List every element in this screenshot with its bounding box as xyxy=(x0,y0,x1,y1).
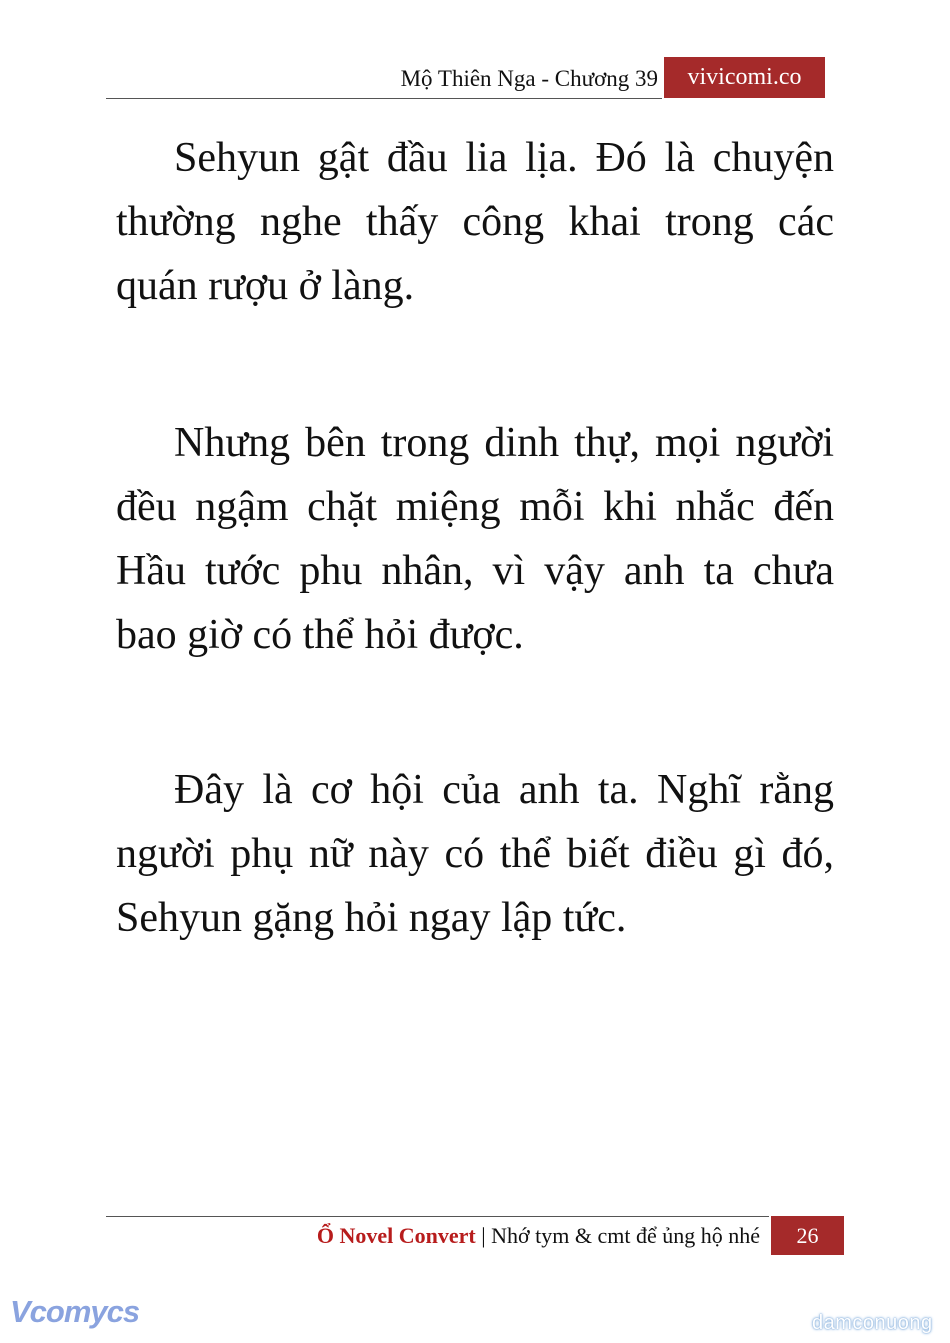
site-badge: vivicomi.co xyxy=(664,57,825,98)
footer-credit xyxy=(170,1220,760,1252)
footer-separator: | xyxy=(481,1223,486,1248)
footer-note: Nhớ tym & cmt để ủng hộ nhé xyxy=(491,1223,760,1248)
paragraph-1: Sehyun gật đầu lia lịa. Đó là chuyện thường nghe thấy công khai trong các quán rượu ở làng. xyxy=(116,135,834,309)
paragraph-2: Nhưng bên trong dinh thự, mọi người đều ngậm chặt miệng mỗi khi nhắc đến Hầu tước phu nhân, vì vậy anh ta chưa bao giờ có thể hỏi được. xyxy=(116,420,834,658)
chapter-title: Mộ Thiên Nga - Chương 39 xyxy=(400,66,658,91)
paragraph-3: Đây là cơ hội của anh ta. Nghĩ rằng người phụ nữ này có thể biết điều gì đó, Sehyun gặng hỏi ngay lập tức. xyxy=(116,767,834,941)
footer-divider xyxy=(106,1216,769,1217)
watermark-logo-left: Vcomycs xyxy=(10,1294,140,1329)
watermark-logo-right: damconuong xyxy=(812,1312,933,1334)
header-divider xyxy=(106,98,662,99)
page-number: 26 xyxy=(771,1216,844,1255)
footer-brand: Ổ Novel Convert xyxy=(316,1223,476,1248)
